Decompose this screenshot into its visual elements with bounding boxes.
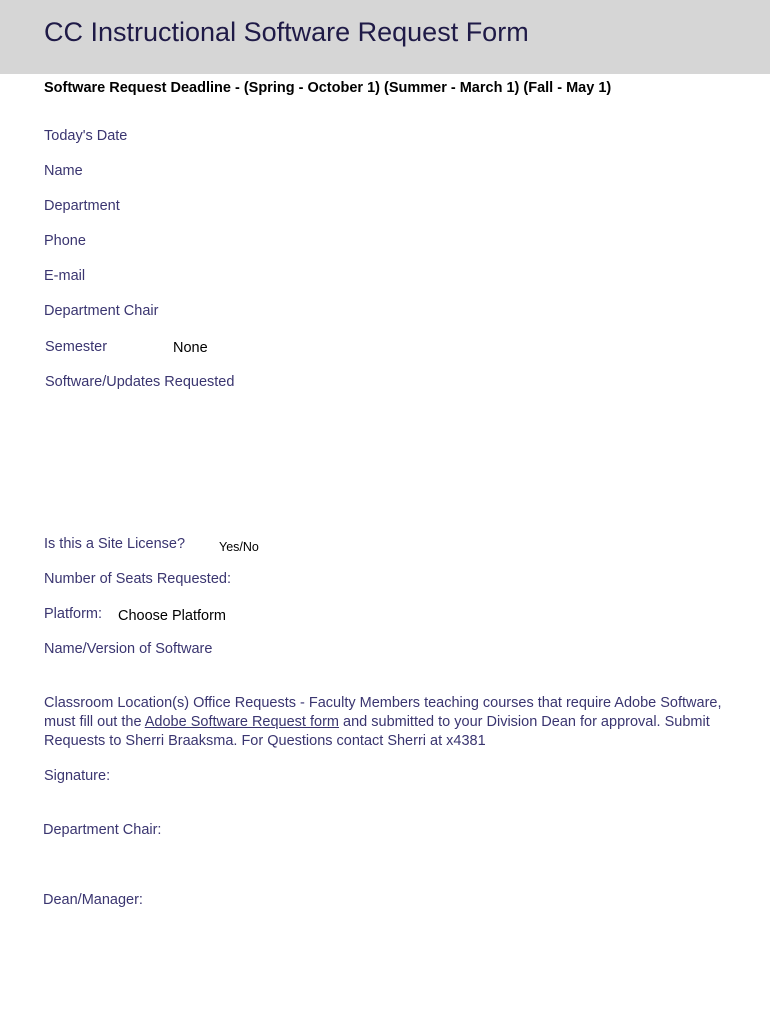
signature-label: Signature: — [44, 768, 111, 784]
name-input[interactable] — [180, 161, 720, 181]
platform-dropdown[interactable]: Choose Platform — [118, 608, 226, 624]
chair-signature-label: Department Chair: — [43, 822, 162, 838]
dean-manager-input[interactable] — [155, 890, 720, 910]
form-title: CC Instructional Software Request Form — [44, 17, 529, 47]
phone-label: Phone — [44, 233, 86, 249]
email-input[interactable] — [180, 266, 720, 286]
notice-text-after: and submitted to your Division Dean for approval. Submit Requests to Sherri Braaksma. For Questions contact Sherri at x4381 — [44, 714, 710, 749]
semester-dropdown[interactable]: None — [173, 340, 208, 356]
department-chair-label: Department Chair — [44, 303, 159, 319]
classroom-notice — [44, 694, 724, 751]
department-label: Department — [44, 198, 120, 214]
site-license-label: Is this a Site License? — [44, 536, 186, 552]
email-label: E-mail — [44, 268, 86, 284]
software-requested-input[interactable] — [44, 400, 724, 520]
seats-requested-input[interactable] — [250, 569, 720, 589]
phone-input[interactable] — [180, 231, 720, 251]
notice-text-before: Classroom Location(s) Office Requests - Faculty Members teaching courses that require Adobe Software, must fill out the — [44, 695, 722, 730]
semester-label: Semester — [45, 339, 108, 355]
department-chair-input[interactable] — [180, 301, 720, 321]
name-version-label: Name/Version of Software — [44, 641, 213, 657]
platform-label: Platform: — [44, 606, 103, 622]
name-version-input[interactable] — [230, 639, 720, 659]
software-requested-label: Software/Updates Requested — [45, 374, 235, 390]
department-input[interactable] — [180, 196, 720, 216]
seats-requested-label: Number of Seats Requested: — [44, 571, 231, 587]
adobe-request-form-link[interactable]: Adobe Software Request form — [144, 714, 339, 730]
chair-signature-input[interactable] — [175, 820, 720, 840]
dean-manager-label: Dean/Manager: — [43, 892, 143, 908]
deadline-notice: Software Request Deadline - (Spring - October 1) (Summer - March 1) (Fall - May 1) — [44, 80, 612, 96]
name-label: Name — [44, 163, 83, 179]
signature-input[interactable] — [120, 766, 720, 786]
todays-date-input[interactable] — [180, 126, 720, 146]
site-license-dropdown[interactable]: Yes/No — [219, 540, 259, 554]
todays-date-label: Today's Date — [44, 128, 128, 144]
